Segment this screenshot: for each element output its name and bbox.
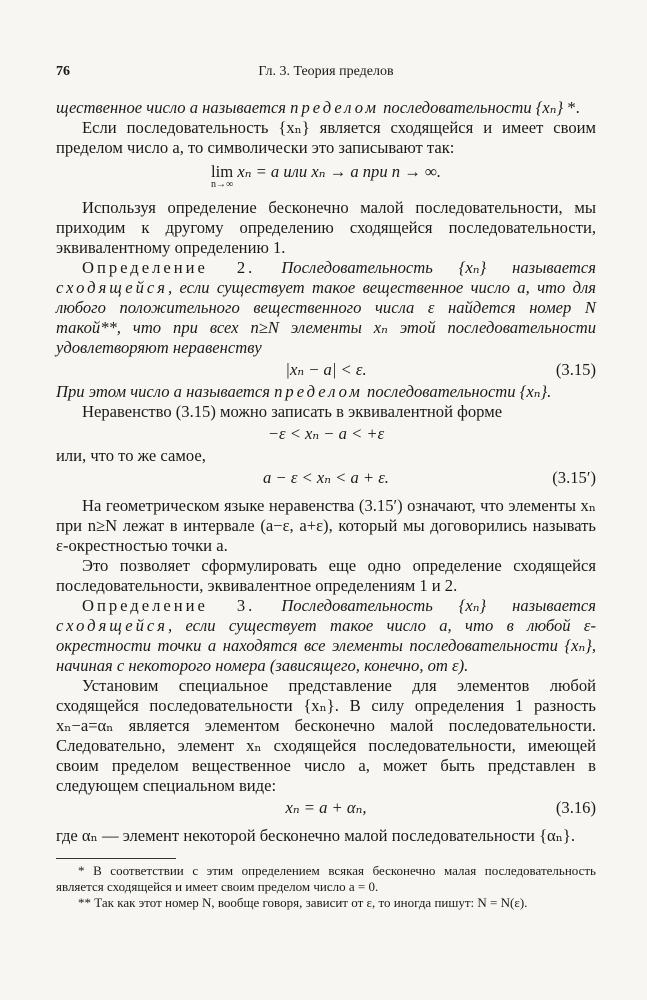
definition-3: Определение 3. Последовательность {xₙ} называется сходящейся, если существует такое число a, что в любой ε-окрестности точки a находятся все элементы последовательности {xₙ}, начиная с некоторого номера (зависящего, конечно, от ε).	[56, 596, 596, 675]
paragraph-alpha: где αₙ — элемент некоторой бесконечно малой последовательности {αₙ}.	[56, 826, 576, 845]
book-page	[56, 64, 596, 911]
paragraph-definition1-end: щественное число a называется пределом последовательности {xₙ} *.	[56, 98, 580, 117]
paragraph-limit-notation: Если последовательность {xₙ} является сходящейся и имеет своим пределом число a, то символически это записывают так:	[56, 118, 596, 157]
formula-limit: lim n→∞ xₙ = a или xₙ → a при n → ∞.	[211, 162, 441, 190]
main-text	[56, 98, 596, 911]
definition-2: Определение 2. Последовательность {xₙ} называется сходящейся, если существует такое вещественное число a, что для любого положительного вещественного числа ε найдется номер N такой**, что при всех n≥N элементы xₙ этой последовательности удовлетворяют неравенству	[56, 258, 596, 357]
running-title: Гл. 3. Теория пределов	[258, 64, 394, 79]
equation-epsilon: −ε < xₙ − a < +ε	[267, 424, 385, 443]
definition-3-label: Определение 3.	[82, 596, 256, 615]
page-header	[56, 64, 596, 86]
footnote-1: * В соответствии с этим определением всякая бесконечно малая последовательность является сходящейся и имеет своим пределом число a = 0.	[56, 863, 596, 894]
paragraph-representation: Установим специальное представление для элементов любой сходящейся последовательности {xₙ}. В силу определения 1 разность xₙ−a=αₙ является элементом бесконечно малой последовательности. Следовательно, элемент xₙ сходящейся последовательности, имеющей своим пределом вещественное число a, может быть представлен в следующем специальном виде:	[56, 676, 596, 795]
paragraph-same: или, что то же самое,	[56, 446, 206, 465]
footnote-2: ** Так как этот номер N, вообще говоря, зависит от ε, то иногда пишут: N = N(ε).	[78, 895, 528, 910]
equation-3-16: xₙ = a + αₙ, (3.16)	[56, 796, 596, 820]
equation-number: (3.16)	[555, 798, 596, 817]
paragraph-geometric: На геометрическом языке неравенства (3.15′) означают, что элементы xₙ при n≥N лежат в интервале (a−ε, a+ε), который мы договорились называть ε-окрестностью точки a.	[56, 496, 596, 555]
equation-number: (3.15)	[555, 360, 596, 379]
paragraph-intro-def2: Используя определение бесконечно малой последовательности, мы приходим к другому определению сходящейся последовательности, эквивалентному определению 1.	[56, 198, 596, 257]
footnote-divider	[56, 858, 176, 859]
definition-2-label: Определение 2.	[82, 258, 256, 277]
equation-3-15-prime: a − ε < xₙ < a + ε. (3.15′)	[56, 466, 596, 490]
paragraph-equivalent-form: Неравенство (3.15) можно записать в эквивалентной форме	[82, 402, 503, 421]
paragraph-another-def: Это позволяет сформулировать еще одно определение сходящейся последовательности, эквивалентное определениям 1 и 2.	[56, 556, 596, 595]
page-number: 76	[56, 64, 70, 79]
equation-3-15: |xₙ − a| < ε. (3.15)	[56, 358, 596, 382]
paragraph-limit-def: При этом число a называется пределом последовательности {xₙ}.	[56, 382, 552, 401]
equation-number: (3.15′)	[552, 468, 596, 487]
